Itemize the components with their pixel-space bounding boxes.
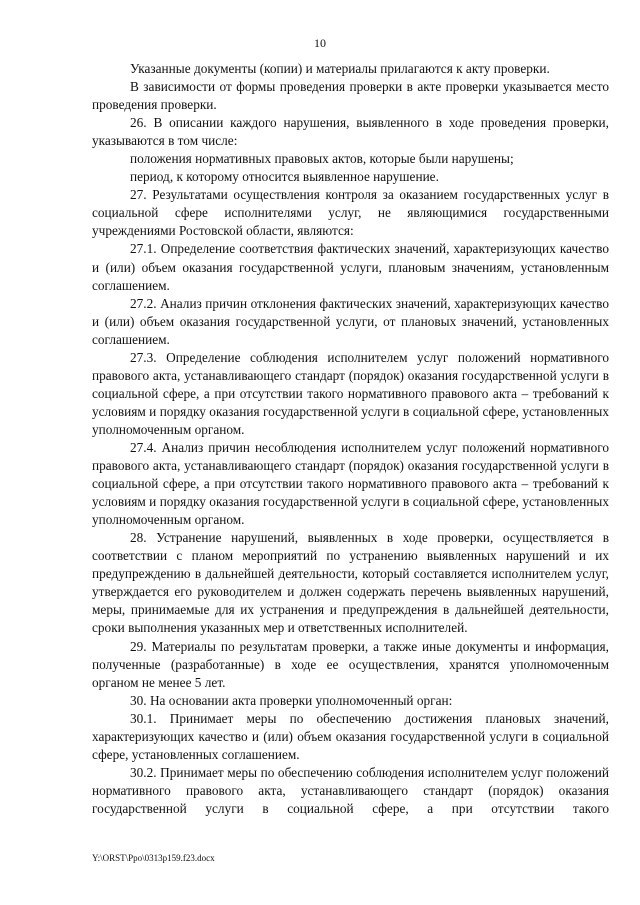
paragraph-27-1: 27.1. Определение соответствия фактических значений, характеризующих качество и (или) объем оказания государственной услуги, плановым значениям, установленным соглашением. (92, 241, 609, 293)
paragraph-27-3: 27.3. Определение соблюдения исполнителем услуг положений нормативного правового акта, устанавливающего стандарт (порядок) оказания государственной услуги в социальной сфере, а при отсутствии такого нормативного правового акта – требований к условиям и порядку оказания государственной услуги в социальной сфере, установленных уполномоченным органом. (92, 349, 609, 437)
paragraph-documents-attached: Указанные документы (копии) и материалы прилагаются к акту проверки. (130, 61, 550, 76)
paragraph-30: 30. На основании акта проверки уполномоченный орган: (130, 692, 453, 708)
paragraph-27: 27. Результатами осуществления контроля за оказанием государственных услуг в социальной сфере исполнителями услуг, не являющимися государственными учреждениями Ростовской области, являются: (92, 187, 609, 239)
document-body (92, 60, 609, 818)
paragraph-28: 28. Устранение нарушений, выявленных в ходе проверки, осуществляется в соответствии с планом мероприятий по устранению выявленных нарушений и их предупреждению в дальнейшей деятельности, который составляется исполнителем услуг, утверждается его руководителем и должен содержать перечень выявленных нарушений, меры, принимаемые для их устранения и предупреждения в дальнейшей деятельности, сроки выполнения указанных мер и ответственных исполнителей. (92, 530, 609, 636)
page-number: 10 (314, 36, 326, 50)
paragraph-26-item-provisions: положения нормативных правовых актов, которые были нарушены; (130, 151, 514, 167)
paragraph-inspection-place: В зависимости от формы проведения проверки в акте проверки указывается место проведения проверки. (92, 79, 609, 113)
paragraph-26-item-period: период, к которому относится выявленное нарушение. (130, 169, 439, 185)
paragraph-29: 29. Материалы по результатам проверки, а также иные документы и информация, полученные (разработанные) в ходе ее осуществления, хранятся уполномоченным органом не менее 5 лет. (92, 638, 609, 690)
paragraph-26: 26. В описании каждого нарушения, выявленного в ходе проведения проверки, указываются в том числе: (92, 115, 609, 149)
paragraph-30-1: 30.1. Принимает меры по обеспечению достижения плановых значений, характеризующих качество и (или) объем оказания государственной услуги в социальной сфере, установленных соглашением. (92, 710, 609, 762)
paragraph-30-2: 30.2. Принимает меры по обеспечению соблюдения исполнителем услуг положений нормативного правового акта, устанавливающего стандарт (порядок) оказания государственной услуги в социальной сфере, а при отсутствии такого (92, 764, 609, 816)
footer-file-path: Y:\ORST\Ppo\0313p159.f23.docx (92, 853, 215, 863)
paragraph-27-4: 27.4. Анализ причин несоблюдения исполнителем услуг положений нормативного правового акта, устанавливающего стандарт (порядок) оказания государственной услуги в социальной сфере, а при отсутствии такого нормативного правового акта – требований к условиям и порядку оказания государственной услуги в социальной сфере, установленных уполномоченным органом. (92, 439, 609, 528)
paragraph-27-2: 27.2. Анализ причин отклонения фактических значений, характеризующих качество и (или) объем оказания государственной услуги, от плановых значений, установленных соглашением. (92, 295, 609, 347)
